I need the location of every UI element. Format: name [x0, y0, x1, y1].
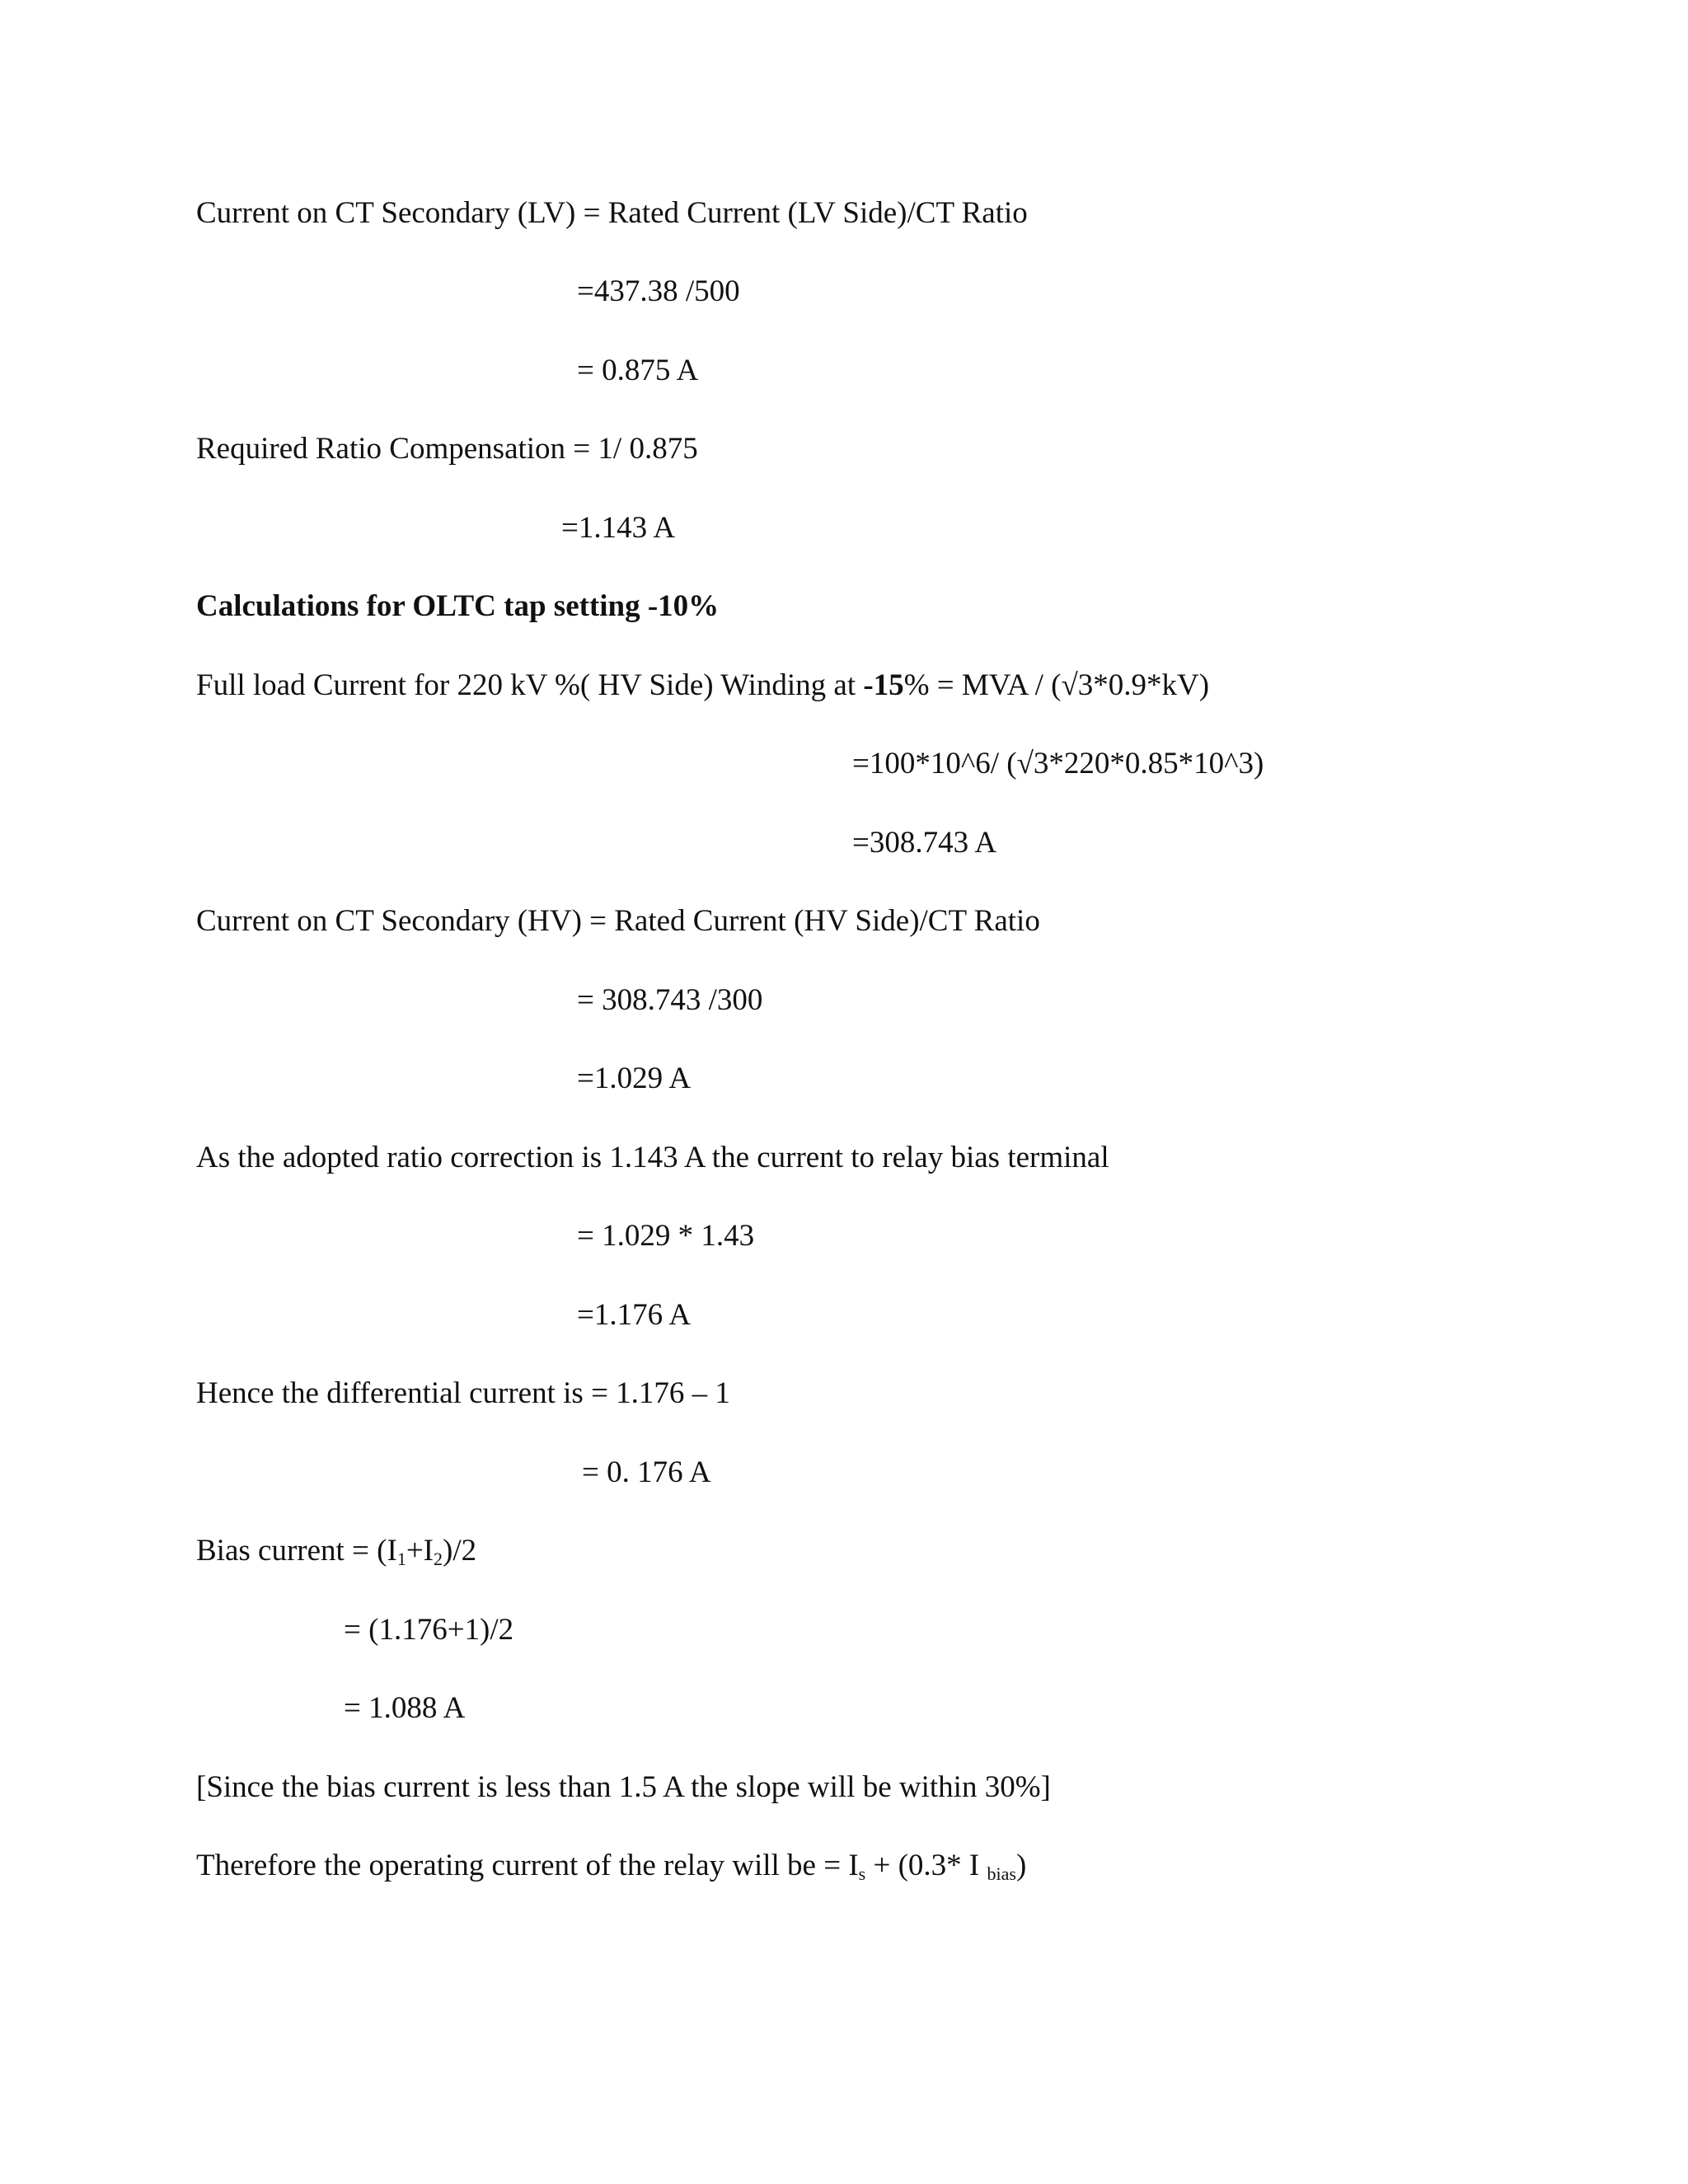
subscript: 1 — [396, 1549, 406, 1569]
text-line: =1.029 A — [577, 1062, 692, 1095]
text-span: + (0.3* I — [865, 1849, 987, 1882]
text-span: Therefore the operating current of the relay will be = I — [196, 1849, 859, 1882]
text-line — [196, 668, 1209, 704]
text-line: = 1.088 A — [344, 1691, 466, 1725]
text-line: =437.38 /500 — [577, 274, 740, 308]
subscript: bias — [987, 1863, 1016, 1884]
text-line: [Since the bias current is less than 1.5 A the slope will be within 30%] — [196, 1770, 1051, 1804]
text-span: -15 — [863, 668, 904, 702]
text-span: )/2 — [443, 1534, 477, 1568]
text-line: = (1.176+1)/2 — [344, 1613, 514, 1647]
text-line: = 0. 176 A — [582, 1455, 711, 1489]
text-line: Current on CT Secondary (HV) = Rated Current (HV Side)/CT Ratio — [196, 904, 1040, 938]
text-line: =1.176 A — [577, 1298, 692, 1332]
text-line: = 1.029 * 1.43 — [577, 1219, 755, 1253]
text-span: Full load Current for 220 kV %( HV Side) Winding at — [196, 668, 864, 702]
text-line: =308.743 A — [852, 826, 997, 860]
text-line: =100*10^6/ (√3*220*0.85*10^3) — [852, 747, 1264, 780]
text-line: Required Ratio Compensation = 1/ 0.875 — [196, 432, 698, 466]
text-line: = 308.743 /300 — [577, 983, 763, 1017]
section-heading: Calculations for OLTC tap setting -10% — [196, 589, 720, 623]
text-line: = 0.875 A — [577, 354, 699, 387]
text-line: Hence the differential current is = 1.176 – 1 — [196, 1376, 730, 1410]
text-span: % = MVA / (√3*0.9*kV) — [903, 668, 1210, 702]
text-line — [196, 1533, 476, 1577]
text-line: As the adopted ratio correction is 1.143 A the current to relay bias terminal — [196, 1141, 1109, 1174]
text-span: ) — [1015, 1849, 1027, 1882]
subscript: s — [858, 1863, 866, 1884]
text-span: +I — [406, 1534, 434, 1568]
subscript: 2 — [434, 1549, 443, 1569]
text-line — [196, 1848, 1026, 1892]
text-line: =1.143 A — [561, 511, 676, 545]
text-line: Current on CT Secondary (LV) = Rated Current (LV Side)/CT Ratio — [196, 196, 1028, 230]
text-span: Bias current = (I — [196, 1534, 397, 1568]
